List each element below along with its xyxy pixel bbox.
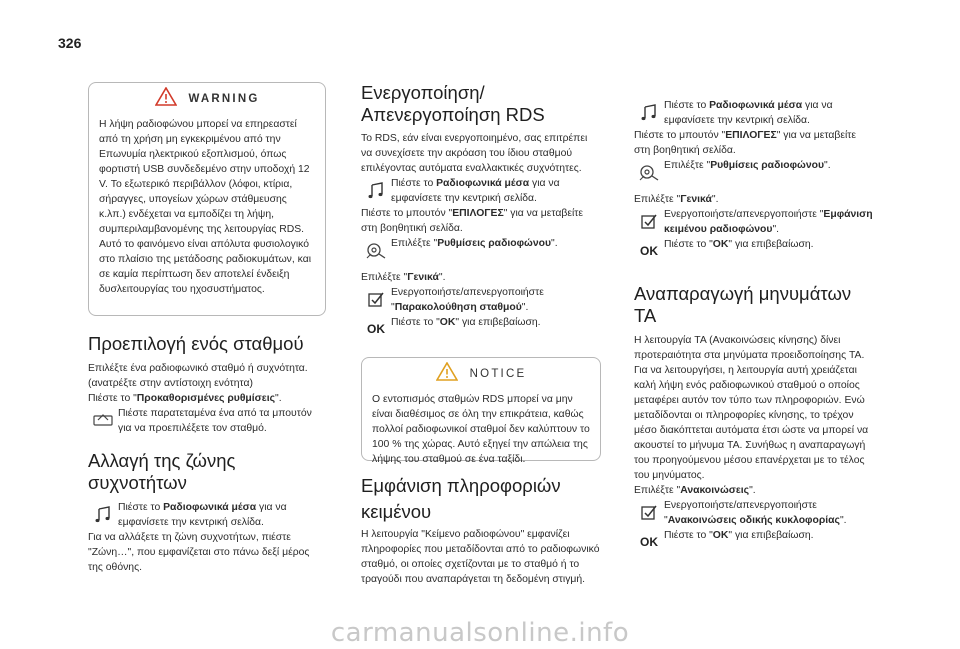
- ta-step2: [634, 528, 874, 556]
- textinfo-step4: [634, 237, 874, 265]
- warning-box: [88, 82, 326, 316]
- warning-title: WARNING: [188, 93, 260, 105]
- preset-line1: Επιλέξτε ένα ραδιοφωνικό σταθμό ή συχνότητα.: [88, 363, 308, 374]
- preset-heading: Προεπιλογή ενός σταθμού: [88, 333, 304, 354]
- notice-box: [361, 357, 601, 465]
- rds-step3-text: Ενεργοποιήστε/απενεργοποιήστε "Παρακολούθηση σταθμού".: [391, 287, 544, 313]
- rds-step3: [361, 285, 601, 315]
- notice-text: Ο εντοπισμός σταθμών RDS μπορεί να μην είναι διαθέσιμος σε όλη την επικράτεια, καθώς πολλοί ραδιοφωνικοί σταθμοί δεν καλύπτουν το 100 % της χώρας. Αυτό εξηγεί την απώλεια της λήψης του σταθμού σε ένα ταξίδι.: [372, 394, 590, 465]
- column-left: [88, 82, 326, 575]
- rds-heading-line1: Ενεργοποίηση/: [361, 82, 485, 103]
- ta-general: Επιλέξτε "Ανακοινώσεις".: [634, 485, 756, 496]
- textinfo-step3-text: Ενεργοποιήστε/απενεργοποιήστε "Εμφάνιση κειμένου ραδιοφώνου".: [664, 209, 873, 235]
- checkbox-edit-icon: [634, 207, 664, 235]
- checkbox-edit-icon: [361, 285, 391, 313]
- textinfo-text: Η λειτουργία "Κείμενο ραδιοφώνου" εμφανίζει πληροφορίες που μεταδίδονται από το ραδιοφωνικό σταθμό, οι οποίες σχετίζονται με το σταθμό ή το τραγούδι που αναπαράγεται τη δεδομένη στιγμή.: [361, 529, 600, 585]
- textinfo-step2: [634, 158, 874, 186]
- notice-triangle-icon: [436, 362, 458, 386]
- ok-icon: OK: [367, 322, 385, 336]
- ta-step1-text: Ενεργοποιήστε/απενεργοποιήστε "Ανακοινώσεις οδικής κυκλοφορίας".: [664, 500, 847, 526]
- rds-options: Πιέστε το μπουτόν "ΕΠΙΛΟΓΕΣ" για να μεταβείτε στη βοηθητική σελίδα.: [361, 208, 584, 234]
- preset-line3: Πιέστε το "Προκαθορισμένες ρυθμίσεις".: [88, 393, 282, 404]
- watermark-text: carmanualsonline.info: [330, 618, 630, 648]
- rds-general: Επιλέξτε "Γενικά".: [361, 272, 446, 283]
- textinfo-step3: [634, 207, 874, 237]
- rds-step4: [361, 315, 601, 343]
- rds-step1-text: Πιέστε το Ραδιοφωνικά μέσα για να εμφανίσετε την κεντρική σελίδα.: [391, 178, 560, 204]
- notice-title: NOTICE: [469, 368, 527, 380]
- column-middle: [361, 82, 601, 587]
- column-right: [634, 98, 874, 556]
- preset-step-text: Πιέστε παρατεταμένα ένα από τα μπουτόν για να προεπιλέξετε τον σταθμό.: [118, 408, 312, 434]
- ta-step1: [634, 498, 874, 528]
- rds-intro: Το RDS, εάν είναι ενεργοποιημένο, σας επιτρέπει να συνεχίσετε την ακρόαση του ίδιου σταθμού επιλέγοντας αυτόματα εναλλακτικές συχνότητες.: [361, 133, 588, 174]
- preset-button-icon: [88, 406, 118, 434]
- rds-step2-text: Επιλέξτε "Ρυθμίσεις ραδιοφώνου".: [391, 238, 558, 249]
- radio-settings-icon: [361, 236, 391, 264]
- warning-header: [89, 83, 325, 115]
- textinfo-step1-text: Πιέστε το Ραδιοφωνικά μέσα για να εμφανίσετε την κεντρική σελίδα.: [664, 100, 833, 126]
- textinfo-heading-line1: Εμφάνιση πληροφοριών: [361, 475, 561, 496]
- checkbox-edit-icon: [634, 498, 664, 526]
- music-note-icon: [634, 98, 664, 126]
- warning-triangle-icon: [155, 87, 177, 111]
- warning-text: Η λήψη ραδιοφώνου μπορεί να επηρεαστεί από τη χρήση μη εγκεκριμένου από την Επωνυμία ηλεκτρικού εξοπλισμού, όπως φορτιστή USB συνδεδεμένο στην υποδοχή 12 V. Το εξωτερικό περιβάλλον (λόφοι, κτίρια, σήραγγες, υπογείων χώρων στάθμευσης κ.λπ.) ενδέχεται να εμποδίζει τη λήψη, συμπεριλαμβανομένης της λειτουργίας RDS. Αυτό το φαινόμενο είναι απόλυτα φυσιολογικό στο πλαίσιο της μετάδοσης ραδιοκυμάτων, και σε καμία περίπτωση δεν αποτελεί ένδειξη δυσλειτουργίας του ηχοσυστήματος.: [99, 119, 312, 295]
- textinfo-options: Πιέστε το μπουτόν "ΕΠΙΛΟΓΕΣ" για να μεταβείτε στη βοηθητική σελίδα.: [634, 130, 857, 156]
- preset-line2: (ανατρέξτε στην αντίστοιχη ενότητα): [88, 378, 253, 389]
- textinfo-step2-text: Επιλέξτε "Ρυθμίσεις ραδιοφώνου".: [664, 160, 831, 171]
- ta-step2-text: Πιέστε το "OK" για επιβεβαίωση.: [664, 530, 814, 541]
- rds-heading-line2: Απενεργοποίηση RDS: [361, 104, 545, 125]
- radio-settings-icon: [634, 158, 664, 186]
- music-note-icon: [88, 500, 118, 528]
- textinfo-step1: [634, 98, 874, 128]
- page-number: 326: [58, 35, 82, 51]
- preset-step: [88, 406, 326, 436]
- ok-icon: OK: [640, 244, 658, 258]
- textinfo-general: Επιλέξτε "Γενικά".: [634, 194, 719, 205]
- rds-step4-text: Πιέστε το "OK" για επιβεβαίωση.: [391, 317, 541, 328]
- ok-icon: OK: [640, 535, 658, 549]
- textinfo-step4-text: Πιέστε το "OK" για επιβεβαίωση.: [664, 239, 814, 250]
- textinfo-heading-line2: κειμένου: [361, 501, 432, 522]
- notice-header: [362, 358, 600, 390]
- rds-step1: [361, 176, 601, 206]
- band-step: [88, 500, 326, 530]
- band-heading: Αλλαγή της ζώνης συχνοτήτων: [88, 450, 236, 493]
- rds-step2: [361, 236, 601, 264]
- ta-heading: Αναπαραγωγή μηνυμάτων TA: [634, 283, 852, 326]
- band-text: Για να αλλάξετε τη ζώνη συχνοτήτων, πιέστε "Ζώνη…", που εμφανίζεται στο πάνω δεξί μέρος της οθόνης.: [88, 532, 310, 573]
- band-step-text: Πιέστε το Ραδιοφωνικά μέσα για να εμφανίσετε την κεντρική σελίδα.: [118, 502, 287, 528]
- music-note-icon: [361, 176, 391, 204]
- ta-text: Η λειτουργία TA (Ανακοινώσεις κίνησης) δίνει προτεραιότητα στα μηνύματα προειδοποίησης TA. Για να λειτουργήσει, η λειτουργία αυτή χρειάζεται καλή λήψη ενός ραδιοφωνικού σταθμού ο οποίος μεταφέρει αυτόν τον τύπο των πληροφοριών. Ενώ μεταδίδονται οι πληροφορίες κίνησης, το τρέχον μέσο διακόπτεται αυτόματα έτσι ώστε να μπορεί να ακουστεί το μήνυμα TA. Συνήθως η αναπαραγωγή του προηγούμενου μέσου επανέρχεται με το τέλος του μηνύματος.: [634, 335, 869, 481]
